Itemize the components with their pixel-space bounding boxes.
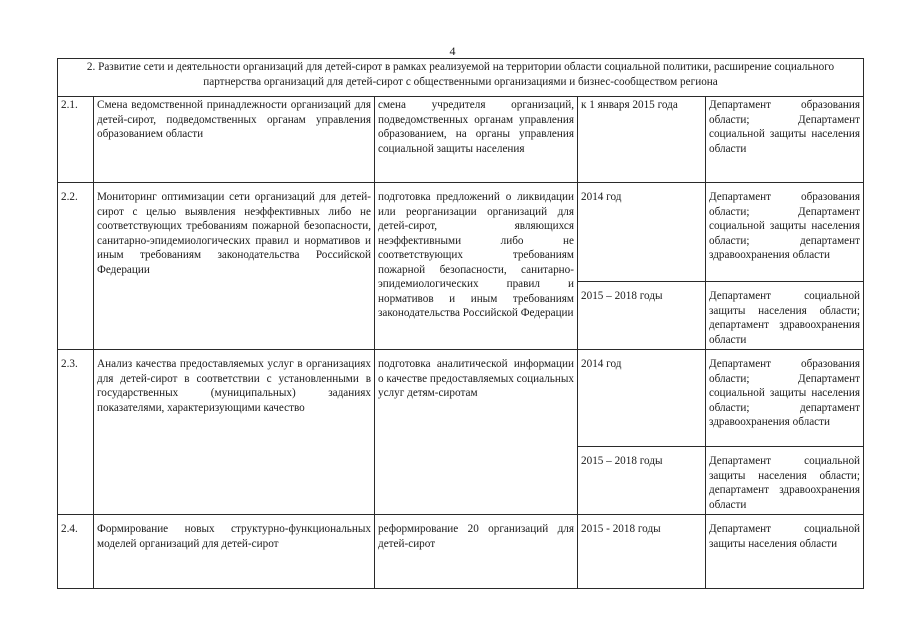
row-number: 2.2. <box>58 183 94 350</box>
activity-cell: Формирование новых структурно-функциональных моделей организаций для детей-сирот <box>94 515 375 589</box>
activity-cell: Анализ качества предоставляемых услуг в организациях для детей-сирот в соответствии с установленными в государственных (муниципальных) заданиях показателями, характеризующими качество <box>94 350 375 515</box>
term-cell: 2014 год <box>578 350 706 447</box>
table-row <box>58 350 864 447</box>
measure-cell: смена учредителя организаций, подведомственных органам управления образованием, на органы управления социальной защиты населения <box>375 97 578 183</box>
table-row <box>58 97 864 183</box>
row-number: 2.1. <box>58 97 94 183</box>
measure-cell: подготовка предложений о ликвидации или реорганизации организаций для детей-сирот, являющихся неэффективными либо не соответствующих требованиям пожарной безопасности, санитарно-эпидемиологических правил и нормативов и иным требованиям законодательства Российской Федерации <box>375 183 578 350</box>
term-cell: 2015 - 2018 годы <box>578 515 706 589</box>
responsible-cell: Департамент образования области; Департамент социальной защиты населения области; департамент здравоохранения области <box>706 183 864 282</box>
section-title: 2. Развитие сети и деятельности организаций для детей-сирот в рамках реализуемой на территории области социальной политики, расширение социального партнерства организаций для детей-сирот с общественными организациями и бизнес-сообществом региона <box>58 59 864 97</box>
activity-cell: Смена ведомственной принадлежности организаций для детей-сирот, подведомственных органам управления образованием области <box>94 97 375 183</box>
section-header-row <box>58 59 864 97</box>
table-row <box>58 515 864 589</box>
row-number: 2.4. <box>58 515 94 589</box>
term-cell: к 1 января 2015 года <box>578 97 706 183</box>
responsible-cell: Департамент социальной защиты населения области; департамент здравоохранения области <box>706 282 864 350</box>
measure-cell: подготовка аналитической информации о качестве предоставляемых социальных услуг детям-сиротам <box>375 350 578 515</box>
term-cell: 2015 – 2018 годы <box>578 282 706 350</box>
term-cell: 2015 – 2018 годы <box>578 447 706 515</box>
activities-table <box>57 58 864 589</box>
responsible-cell: Департамент социальной защиты населения области; департамент здравоохранения области <box>706 447 864 515</box>
responsible-cell: Департамент образования области; Департамент социальной защиты населения области; департамент здравоохранения области <box>706 350 864 447</box>
table-row <box>58 183 864 282</box>
responsible-cell: Департамент социальной защиты населения области <box>706 515 864 589</box>
activity-cell: Мониторинг оптимизации сети организаций для детей-сирот с целью выявления неэффективных либо не соответствующих требованиям пожарной безопасности, санитарно-эпидемиологических правил и нормативов и иным требованиям законодательства Российской Федерации <box>94 183 375 350</box>
measure-cell: реформирование 20 организаций для детей-сирот <box>375 515 578 589</box>
page-number: 4 <box>449 44 456 58</box>
responsible-cell: Департамент образования области; Департамент социальной защиты населения области <box>706 97 864 183</box>
term-cell: 2014 год <box>578 183 706 282</box>
row-number: 2.3. <box>58 350 94 515</box>
